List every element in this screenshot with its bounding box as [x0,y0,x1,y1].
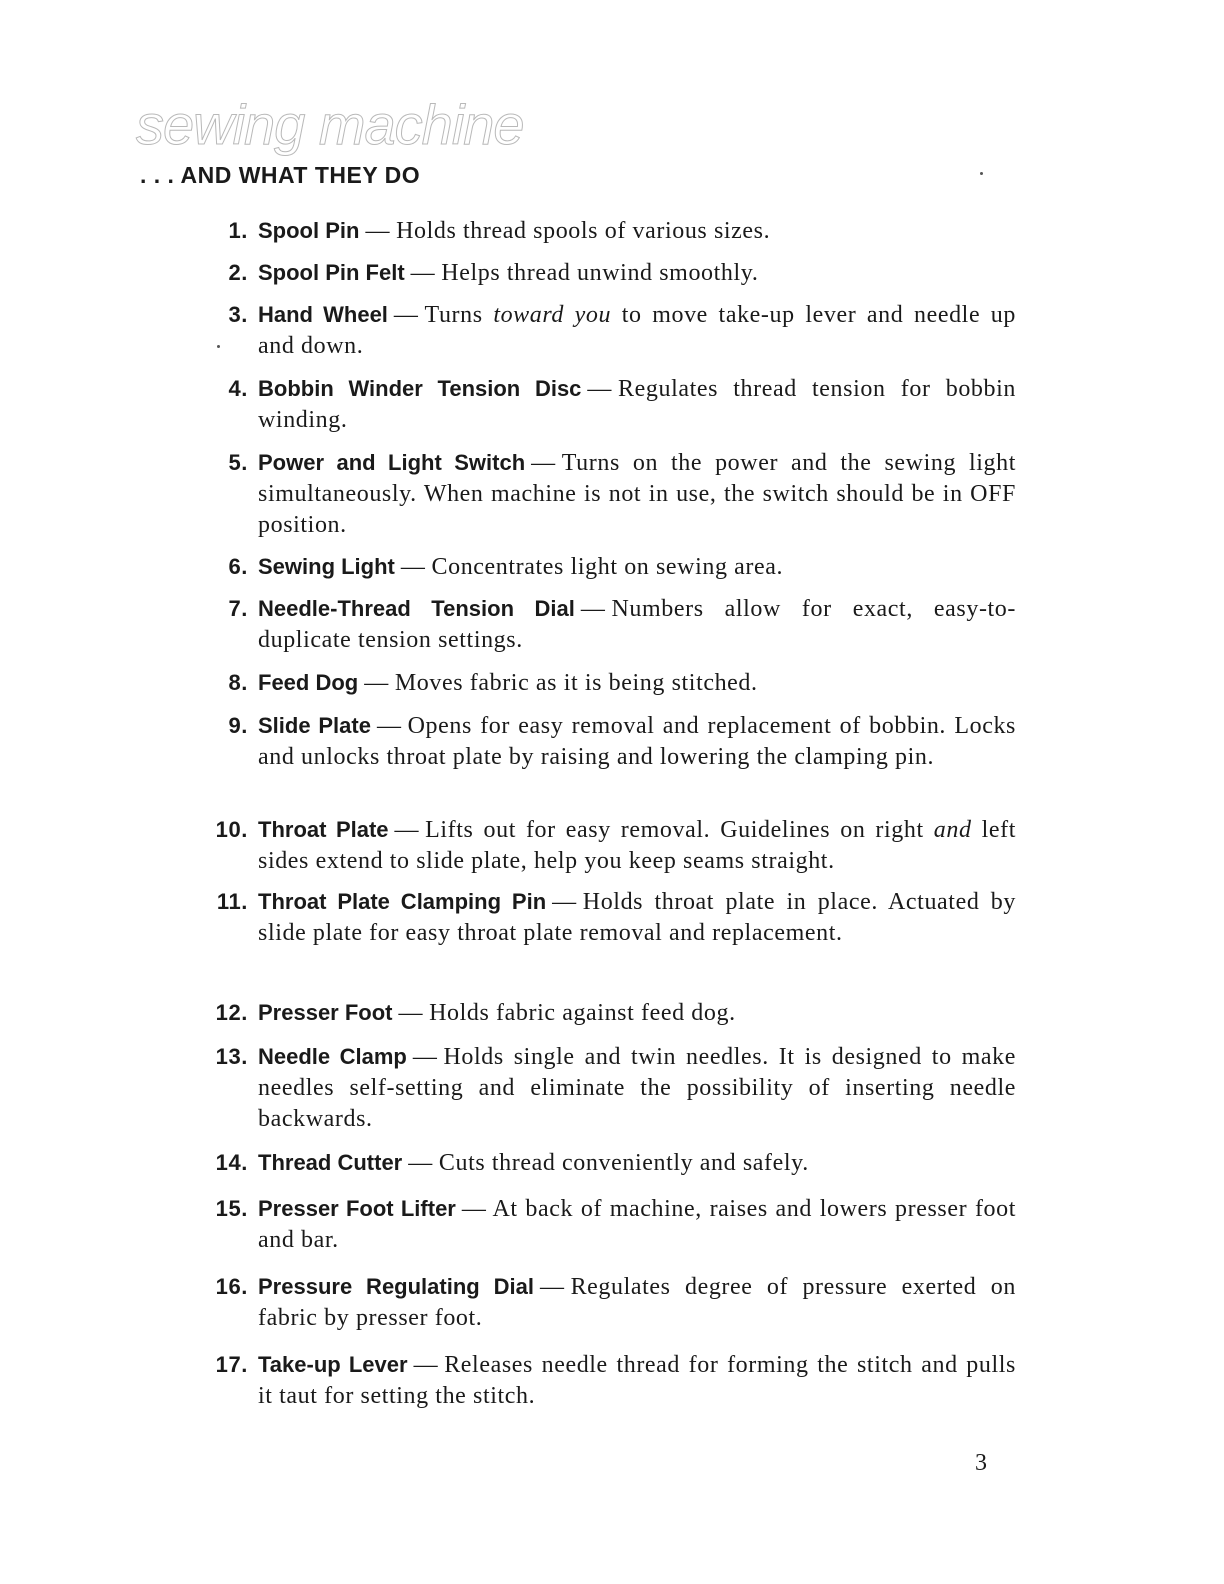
dash: — [376,713,402,739]
dash: — [400,554,426,580]
item-number: 15. [215,1196,248,1221]
item-term: Power and Light Switch [258,450,526,475]
item-body [258,257,1016,289]
page-number: 3 [975,1450,987,1476]
dash: — [408,1150,433,1176]
item-description: left sides extend to slide plate, help you keep seams straight. [258,817,1016,874]
item-term: Thread Cutter [258,1150,403,1175]
list-item [196,551,1016,583]
item-description: Holds throat plate in place. Actuated by slide plate for easy throat plate removal and replacement. [258,889,1016,946]
item-number: 10. [215,817,248,842]
item-description: Turns on the power and the sewing light simultaneously. When machine is not in use, the switch should be in OFF position. [258,450,1016,538]
dash: — [461,1196,487,1222]
item-description: Regulates thread tension for bobbin winding. [258,376,1017,433]
list-item [196,667,1016,699]
item-term: Spool Pin Felt [258,260,405,285]
item-term: Presser Foot [258,1000,393,1025]
item-number: 1. [228,218,248,243]
dash: — [539,1274,565,1300]
item-description: Holds thread spools of various sizes. [396,218,771,244]
dash: — [413,1352,439,1378]
item-description: Cuts thread conveniently and safely. [438,1150,809,1176]
item-body [258,1147,1016,1179]
item-number: 12. [215,1000,248,1025]
item-body [258,215,1016,247]
list-item [196,997,1016,1029]
item-number: 9. [228,713,248,738]
dash: — [531,450,556,476]
list-item [196,1349,1016,1412]
item-body [258,447,1016,541]
item-number: 16. [215,1274,248,1299]
item-body [258,593,1016,656]
dash: — [393,302,419,328]
item-body [258,997,1016,1029]
list-item [196,886,1016,949]
list-item [196,1271,1016,1334]
faded-title: sewing machine [136,93,524,156]
item-body [258,1271,1016,1334]
item-body [258,667,1016,699]
item-term: Throat Plate [258,817,389,842]
item-number: 2. [228,260,248,285]
dash: — [410,260,436,286]
item-description: Releases needle thread for forming the stitch and pulls it taut for setting the stitch. [258,1352,1016,1409]
dash: — [394,817,420,843]
list-item [196,710,1016,773]
list-item [196,299,1016,362]
list-item [196,215,1016,247]
item-body [258,710,1016,773]
item-term: Sewing Light [258,554,395,579]
item-description: At back of machine, raises and lowers presser foot and bar. [258,1196,1017,1253]
item-number: 4. [228,376,248,401]
item-description: Numbers allow for exact, easy-to-duplicate tension settings. [258,596,1016,653]
dash: — [365,218,391,244]
item-description: Lifts out for easy removal. Guidelines on right [425,817,924,843]
item-description: Concentrates light on sewing area. [431,554,784,580]
item-description: Opens for easy removal and replacement of bobbin. Locks and unlocks throat plate by raising and lowering the clamping pin. [258,713,1016,770]
item-body [258,299,1016,362]
item-body [258,551,1016,583]
item-number: 8. [228,670,248,695]
item-body [258,814,1016,877]
item-description: Holds fabric against feed dog. [429,1000,736,1026]
list-item [196,1041,1016,1135]
item-term: Needle Clamp [258,1044,407,1069]
item-term: Spool Pin [258,218,360,243]
item-description: Regulates degree of pressure exerted on fabric by presser foot. [258,1274,1016,1331]
list-item [196,814,1016,877]
item-body [258,1041,1016,1135]
item-term: Bobbin Winder Tension Disc [258,376,582,401]
item-term: Take-up Lever [258,1352,408,1377]
dash: — [587,376,613,402]
item-number: 14. [215,1150,248,1175]
item-description: Helps thread unwind smoothly. [441,260,759,286]
dash: — [552,889,577,915]
item-number: 6. [228,554,248,579]
item-number: 13. [215,1044,248,1069]
list-item [196,447,1016,541]
item-number: 11. [216,889,248,914]
item-description: to move take-up lever and needle up and down. [258,302,1017,359]
list-item [196,257,1016,289]
list-item [196,373,1016,436]
item-number: 7. [228,596,248,621]
list-item [196,1147,1016,1179]
item-description: Holds single and twin needles. It is designed to make needles self-setting and eliminate the possibility of inserting needle backwards. [258,1044,1016,1132]
item-term: Pressure Regulating Dial [258,1274,534,1299]
item-term: Needle-Thread Tension Dial [258,596,575,621]
item-description: Turns [424,302,483,328]
dash: — [412,1044,438,1070]
item-body [258,373,1016,436]
section-subtitle: . . . AND WHAT THEY DO [140,162,421,188]
item-term: Throat Plate Clamping Pin [258,889,547,914]
item-description: Moves fabric as it is being stitched. [394,670,758,696]
item-body [258,1349,1016,1412]
list-item [196,1193,1016,1256]
item-number: 3. [228,302,248,327]
item-body [258,1193,1016,1256]
dash: — [364,670,389,696]
item-term: Hand Wheel [258,302,388,327]
item-term: Presser Foot Lifter [258,1196,456,1221]
item-term: Feed Dog [258,670,359,695]
item-number: 17. [215,1352,248,1377]
item-body [258,886,1016,949]
list-item [196,593,1016,656]
dash: — [580,596,606,622]
item-description-italic: and [933,817,972,843]
dash: — [398,1000,424,1026]
item-description-italic: toward you [493,302,612,328]
item-term: Slide Plate [258,713,371,738]
scan-speck [217,345,220,348]
item-number: 5. [228,450,248,475]
scan-speck [980,172,983,175]
